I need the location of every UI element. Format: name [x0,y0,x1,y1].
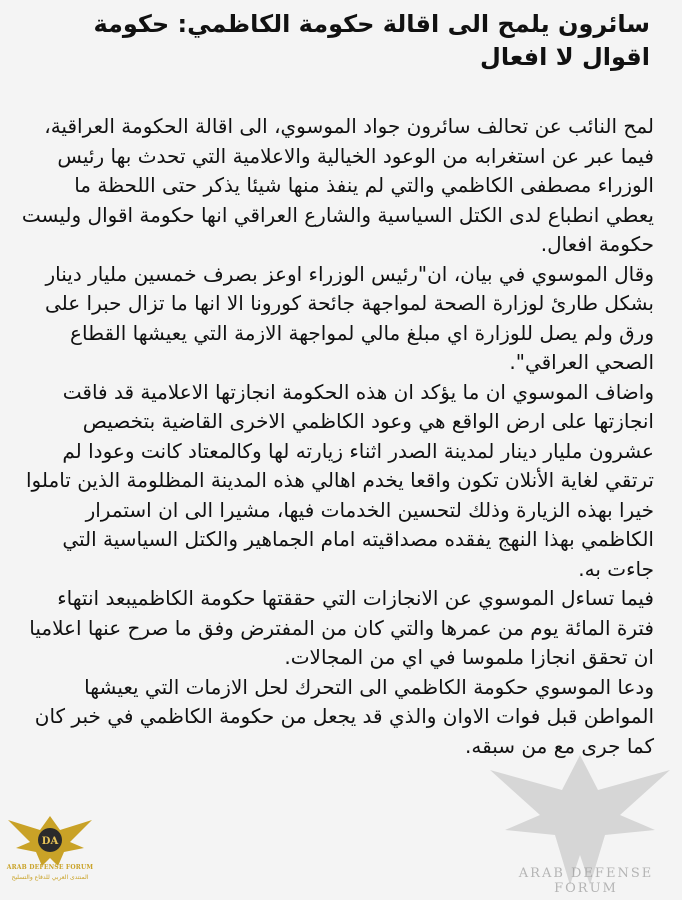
watermark-text: ARAB DEFENSE FORUM [518,866,654,896]
article-title: سائرون يلمح الى اقالة حكومة الكاظمي: حكومة اقوال لا افعال [93,10,650,71]
logo-name: ARAB DEFENSE FORUM [6,864,94,871]
article-paragraph: فيما تساءل الموسوي عن الانجازات التي حققتها حكومة الكاظميبعد انتهاء فترة المائة يوم من عمرها والتي كان من المفترض وفق ما صرح عنها اعلاميا ان تحقق انجازا ملموسا في اي من المجالات. [29,586,654,669]
article-paragraph: ودعا الموسوي حكومة الكاظمي الى التحرك لحل الازمات التي يعيشها المواطن قبل فوات الاوان والذي قد يجعل من حكومة الكاظمي في خبر كان كما جرى مع من سبقه. [34,674,654,758]
logo-abbr: DA [41,836,59,847]
forum-logo-icon [4,808,96,896]
article-paragraph: وقال الموسوي في بيان، ان"رئيس الوزراء اوعز بصرف خمسين مليار دينار بشكل طارئ لوزارة الصحة لمواجهة جائحة كورونا الا انها ما تزال حبرا على ورق ولم يصل للوزارة اي مبلغ مالي لمواجهة الازمة التي يعيشها القطاع الصحي العراقي". [44,261,654,374]
article-body [20,112,654,761]
article-paragraph: واضاف الموسوي ان ما يؤكد ان هذه الحكومة انجازتها الاعلامية قد فاقت انجازتها على ارض الواقع هي وعود الكاظمي الاخرى القاضية بتخصيص عشرون مليار دينار لمدينة الصدر اثناء زيارته لها وكالمعتاد كانت وعودا لم ترتقي لغاية الأنلان تكون واقعا يخدم اهالي هذه المدينة المظلومة الذين تاملوا خيرا بهذه الزيارة وذلك لتحسين الخدمات فيها، مشيرا الى ان استمرار الكاظمي بهذا النهج يفقده مصداقيته امام الجماهير والكتل السياسية التي جاءت به. [25,379,654,581]
article-paragraph: لمح النائب عن تحالف سائرون جواد الموسوي، الى اقالة الحكومة العراقية، فيما عبر عن استغرابه من الوعود الخيالية والاعلامية التي تحدث بها رئيس الوزراء مصطفى الكاظمي والتي لم ينفذ منها شيئا يذكر حتى اللحظة ما يعطي انطباع لدى الكتل السياسية والشارع العراقي انها حكومة اقوال وليست حكومة افعال. [21,114,654,256]
logo-subtitle: المنتدى العربي للدفاع والتسليح [11,874,89,881]
